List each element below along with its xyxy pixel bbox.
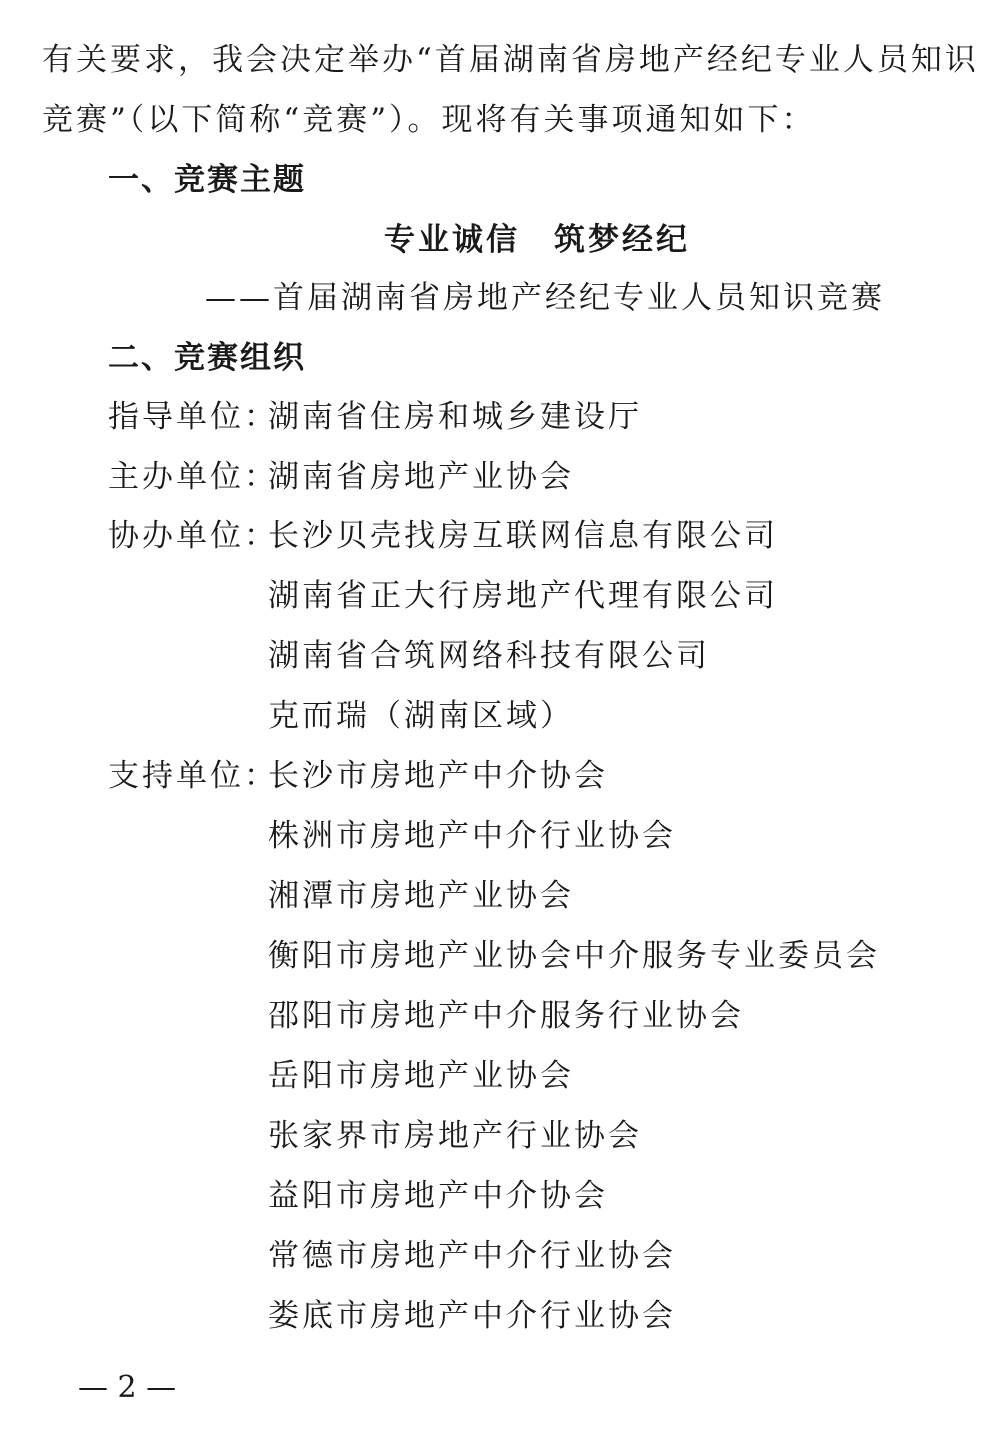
host-unit-label: 主办单位： xyxy=(108,459,278,495)
support-unit-item: 岳阳市房地产业协会 xyxy=(268,1058,574,1094)
support-unit-label: 支持单位： xyxy=(108,758,278,794)
guiding-unit-label: 指导单位： xyxy=(108,399,278,435)
theme-title-part-a: 专业诚信 xyxy=(384,222,520,258)
host-unit-value: 湖南省房地产业协会 xyxy=(268,459,574,495)
support-unit-item: 常德市房地产中介行业协会 xyxy=(268,1238,676,1274)
page-number: — 2 — xyxy=(78,1370,177,1405)
theme-title xyxy=(384,220,690,260)
support-unit-item: 娄底市房地产中介行业协会 xyxy=(268,1298,676,1334)
support-unit-item: 长沙市房地产中介协会 xyxy=(268,758,608,794)
support-unit-item: 益阳市房地产中介协会 xyxy=(268,1178,608,1214)
co-host-unit-item: 湖南省合筑网络科技有限公司 xyxy=(268,638,710,674)
section-heading-theme: 一、竞赛主题 xyxy=(108,162,306,198)
intro-paragraph-line-1: 有关要求，我会决定举办“首届湖南省房地产经纪专业人员知识 xyxy=(42,42,979,78)
support-unit-item: 邵阳市房地产中介服务行业协会 xyxy=(268,998,744,1034)
theme-title-part-b: 筑梦经纪 xyxy=(554,222,690,258)
co-host-unit-item: 克而瑞（湖南区域） xyxy=(268,698,574,734)
support-unit-item: 湘潭市房地产业协会 xyxy=(268,878,574,914)
support-unit-item: 张家界市房地产行业协会 xyxy=(268,1118,642,1154)
support-unit-item: 株洲市房地产中介行业协会 xyxy=(268,818,676,854)
support-unit-item: 衡阳市房地产业协会中介服务专业委员会 xyxy=(268,938,880,974)
theme-subtitle: ——首届湖南省房地产经纪专业人员知识竞赛 xyxy=(205,280,885,316)
section-heading-organization: 二、竞赛组织 xyxy=(108,340,306,376)
co-host-unit-item: 长沙贝壳找房互联网信息有限公司 xyxy=(268,518,778,554)
co-host-unit-item: 湖南省正大行房地产代理有限公司 xyxy=(268,578,778,614)
guiding-unit-value: 湖南省住房和城乡建设厅 xyxy=(268,399,642,435)
intro-paragraph-line-2: 竞赛”（以下简称“竞赛”）。现将有关事项通知如下： xyxy=(42,102,816,138)
co-host-unit-label: 协办单位： xyxy=(108,518,278,554)
